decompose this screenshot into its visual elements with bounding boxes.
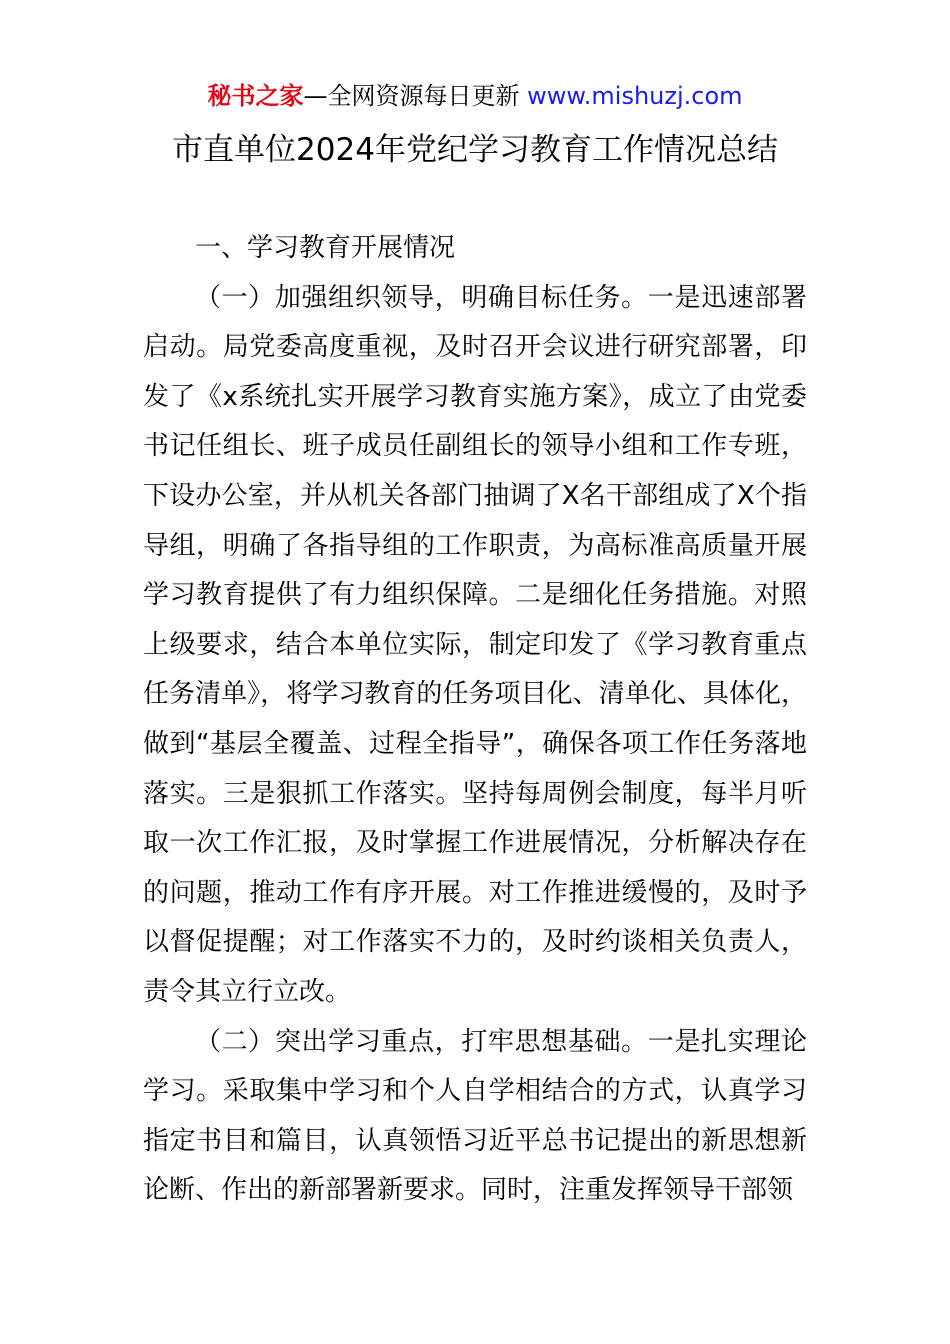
document-body	[143, 224, 807, 1216]
brand-name: 秘书之家	[207, 82, 304, 110]
section-heading: 一、学习教育开展情况	[195, 233, 456, 263]
banner-tagline: —全网资源每日更新	[303, 82, 528, 110]
document-title: 市直单位2024年党纪学习教育工作情况总结	[172, 132, 778, 168]
site-url-link[interactable]: www.mishuzj.com	[527, 82, 743, 110]
body-paragraph: （二）突出学习重点，打牢思想基础。一是扎实理论学习。采取集中学习和个人自学相结合的方式，认真学习指定书目和篇目，认真领悟习近平总书记提出的新思想新论断、作出的新部署新要求。同时，注重发挥领导干部领	[143, 1026, 807, 1206]
body-paragraph: （一）加强组织领导，明确目标任务。一是迅速部署启动。局党委高度重视，及时召开会议进行研究部署，印发了《x系统扎实开展学习教育实施方案》，成立了由党委书记任组长、班子成员任副组长的领导小组和工作专班，下设办公室，并从机关各部门抽调了X名干部组成了X个指导组，明确了各指导组的工作职责，为高标准高质量开展学习教育提供了有力组织保障。二是细化任务措施。对照上级要求，结合本单位实际，制定印发了《学习教育重点任务清单》，将学习教育的任务项目化、清单化、具体化，做到“基层全覆盖、过程全指导”，确保各项工作任务落地落实。三是狠抓工作落实。坚持每周例会制度，每半月听取一次工作汇报，及时掌握工作进展情况，分析解决存在的问题，推动工作有序开展。对工作推进缓慢的，及时予以督促提醒；对工作落实不力的，及时约谈相关负责人，责令其立行立改。	[143, 282, 807, 1007]
site-banner	[0, 80, 950, 112]
